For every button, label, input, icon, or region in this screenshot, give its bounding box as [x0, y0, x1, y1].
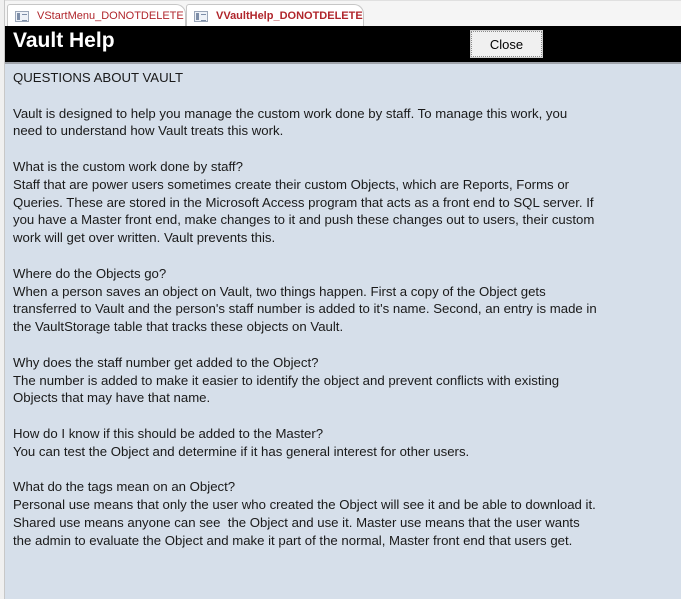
- close-button[interactable]: Close: [471, 31, 542, 57]
- intro-line: need to understand how Vault treats this work.: [13, 123, 284, 139]
- document-tab-strip: [5, 0, 681, 27]
- answer-line: Queries. These are stored in the Microsoft Access program that acts as a front end to SQL server. If: [13, 194, 594, 210]
- question: How do I know if this should be added to the Master?: [13, 425, 324, 441]
- intro-line: Vault is designed to help you manage the custom work done by staff. To manage this work, you: [13, 105, 568, 121]
- answer-line: you have a Master front end, make changes to it and push these changes out to users, their custom: [13, 212, 595, 228]
- answer-line: You can test the Object and determine if it has general interest for other users.: [13, 443, 470, 459]
- answer-line: Personal use means that only the user who created the Object will see it and be able to download it.: [13, 497, 596, 513]
- question: What is the custom work done by staff?: [13, 158, 243, 174]
- answer-line: transferred to Vault and the person's staff number is added to it's name. Second, an entry is made in: [13, 301, 597, 317]
- form-icon: [194, 11, 208, 22]
- question: Where do the Objects go?: [13, 265, 167, 281]
- answer-line: the VaultStorage table that tracks these objects on Vault.: [13, 319, 344, 335]
- answer-line: work will get over written. Vault prevents this.: [13, 230, 276, 246]
- tab-label: VStartMenu_DONOTDELETE: [37, 10, 184, 22]
- form-title: Vault Help: [13, 29, 115, 52]
- answer-line: Shared use means anyone can see the Object and use it. Master use means that the user wants: [13, 514, 580, 530]
- tab-label: VVaultHelp_DONOTDELETE: [216, 10, 363, 22]
- help-content: [5, 64, 681, 599]
- question: What do the tags mean on an Object?: [13, 479, 236, 495]
- help-heading: QUESTIONS ABOUT VAULT: [13, 70, 184, 85]
- tab-vstartmenu[interactable]: [7, 4, 186, 27]
- question: Why does the staff number get added to the Object?: [13, 354, 319, 370]
- tab-vvaulthelp[interactable]: [186, 4, 364, 27]
- help-text: [13, 69, 663, 550]
- form-header: [5, 26, 681, 64]
- answer-line: When a person saves an object on Vault, two things happen. First a copy of the Object gets: [13, 283, 546, 299]
- form-icon: [15, 11, 29, 22]
- answer-line: the admin to evaluate the Object and make it part of the normal, Master front end that users get.: [13, 532, 573, 548]
- answer-line: Staff that are power users sometimes create their custom Objects, which are Reports, Forms or: [13, 176, 570, 192]
- answer-line: Objects that may have that name.: [13, 390, 211, 406]
- answer-line: The number is added to make it easier to identify the object and prevent conflicts with existing: [13, 372, 560, 388]
